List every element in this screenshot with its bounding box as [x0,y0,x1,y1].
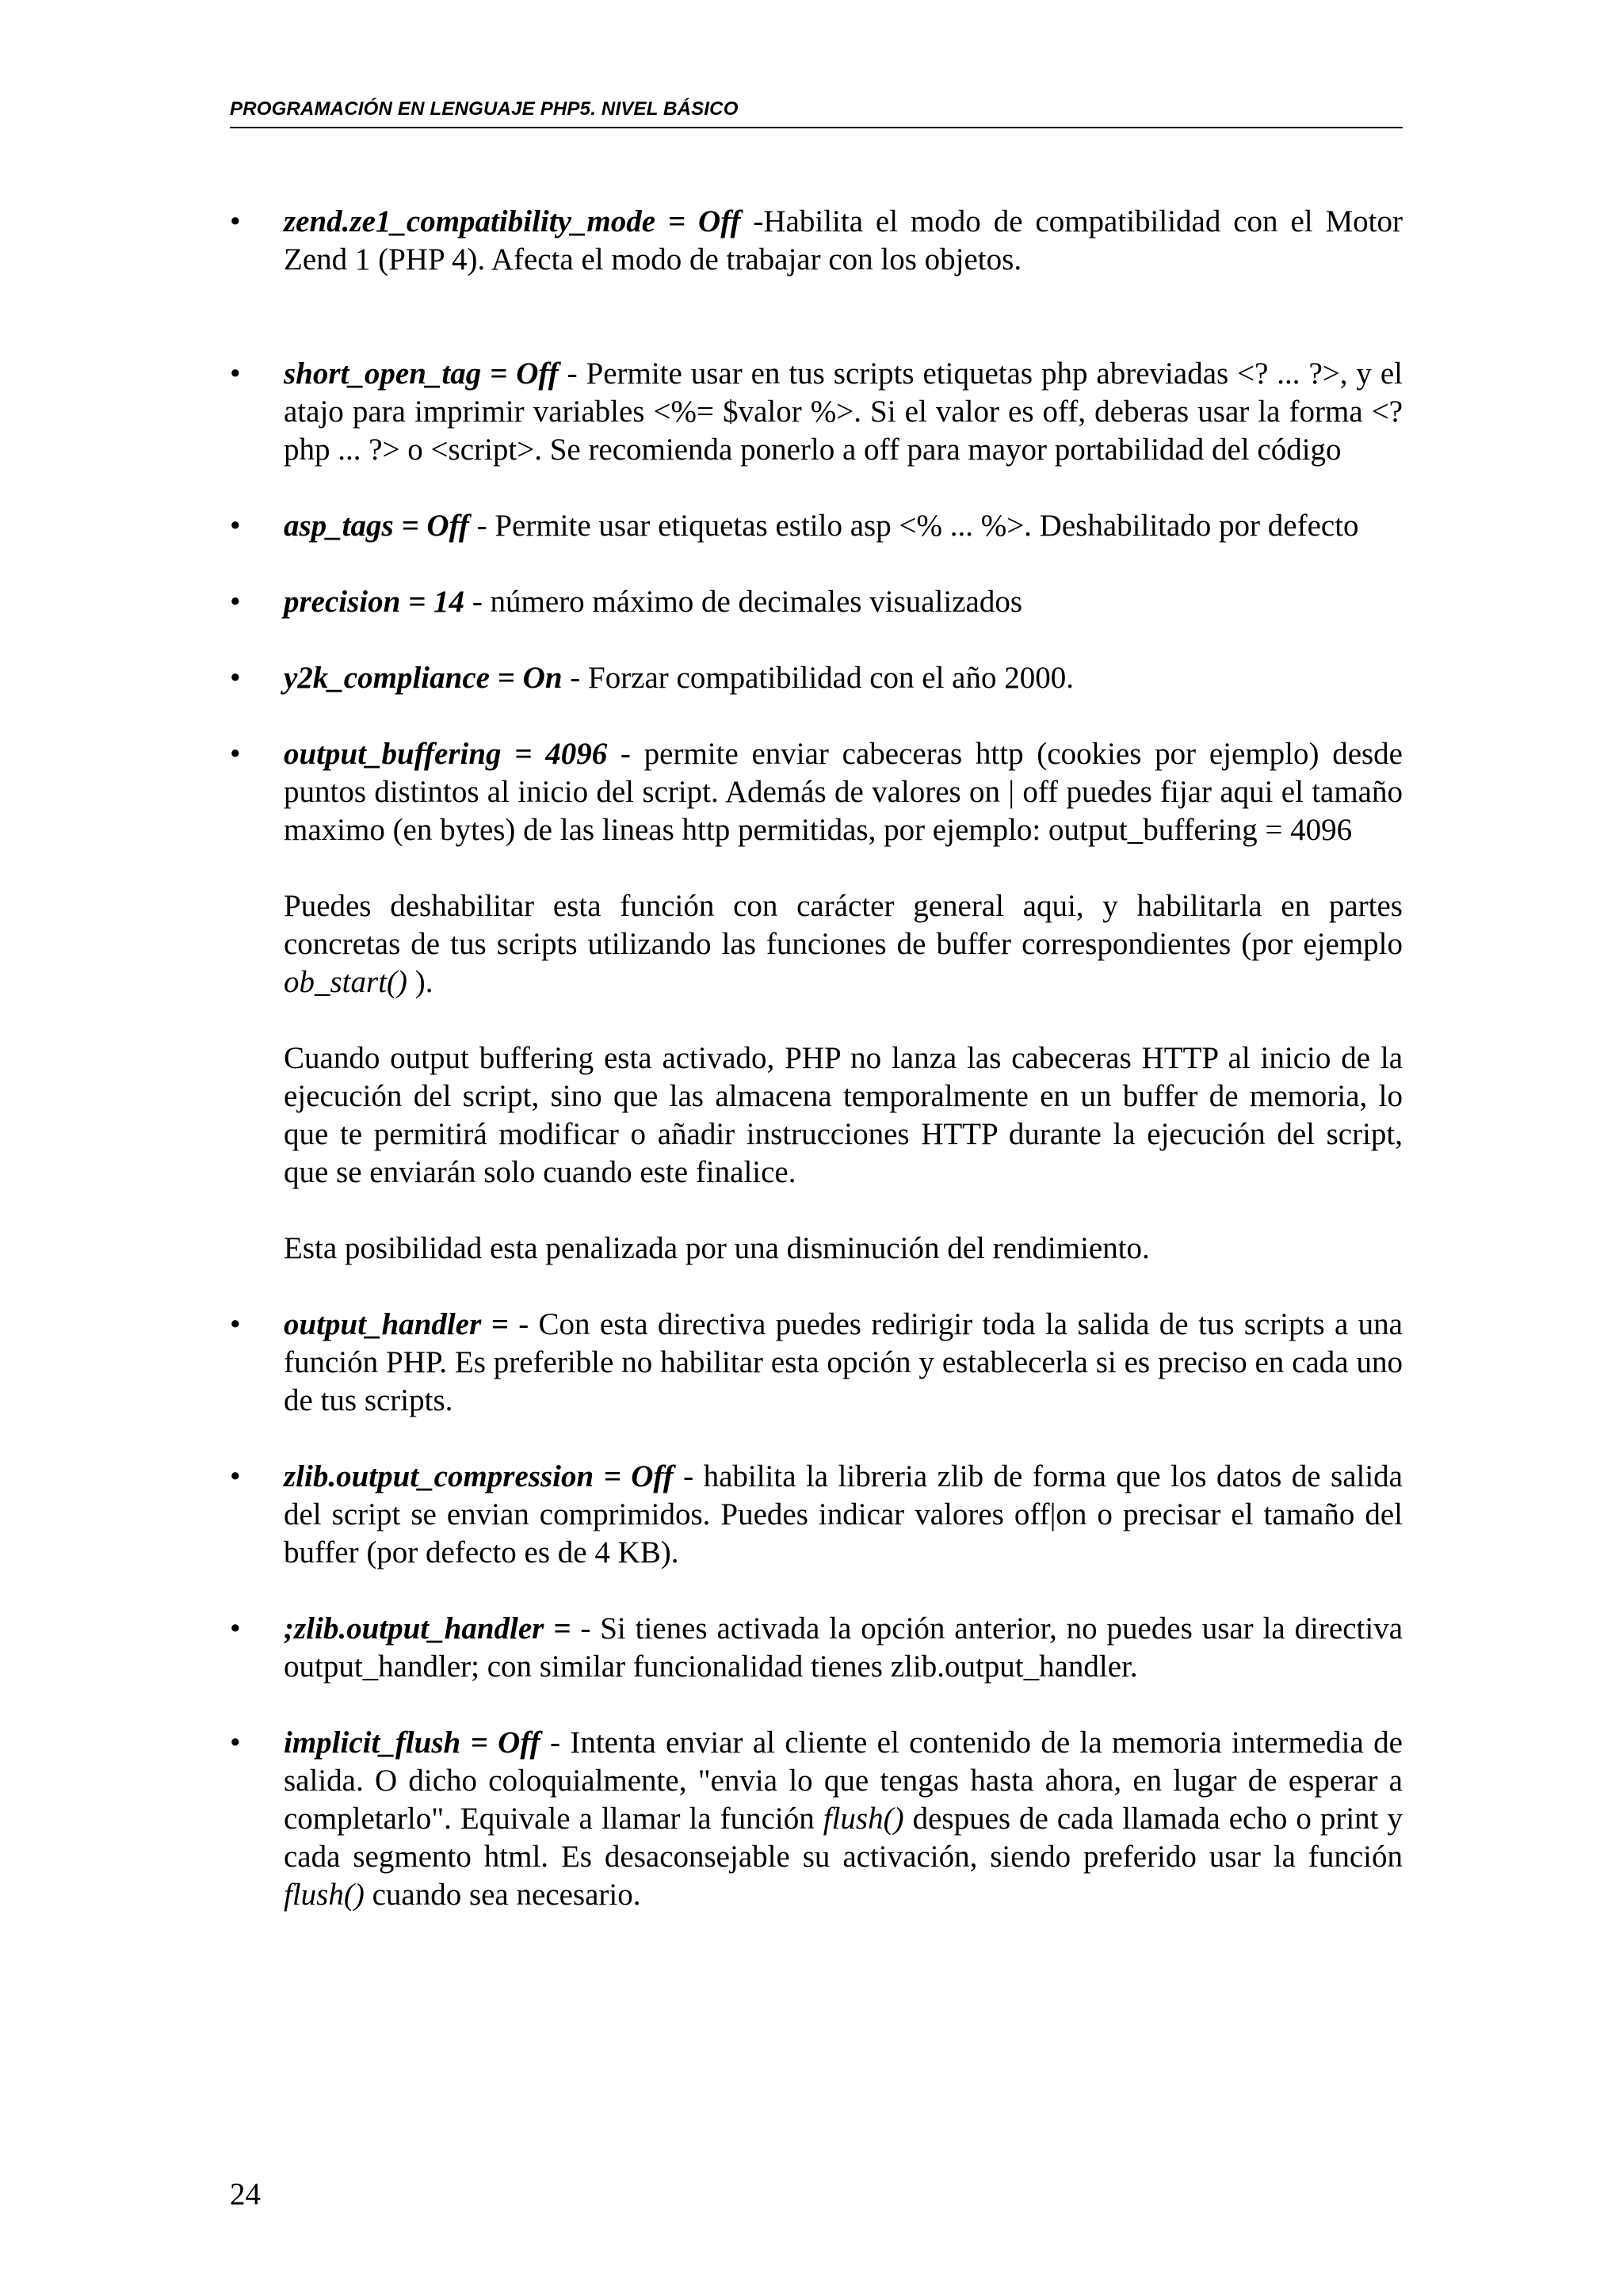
item-paragraph [284,735,1403,849]
item-paragraph [284,203,1403,279]
bullet-icon: • [230,204,241,238]
bullet-icon: • [230,1611,241,1646]
directive-description: - Intenta enviar al cliente el contenido de la memoria intermedia de salida. O dicho coloquialmente, "envia lo que tengas hasta ahora, en lugar de esperar a completarlo". Equivale a llamar la función [284,1726,1403,1836]
directive-name: implicit_flush = Off [284,1726,540,1760]
list-item-precision [230,583,1403,621]
directive-description: -Habilita el modo de compatibilidad con el Motor Zend 1 (PHP 4). Afecta el modo de trabajar con los objetos. [284,204,1403,277]
directive-description: - número máximo de decimales visualizados [464,585,1023,619]
bullet-icon: • [230,1459,241,1493]
page-header-title: PROGRAMACIÓN EN LENGUAJE PHP5. NIVEL BÁSICO [230,98,739,120]
list-item-y2k-compliance [230,659,1403,697]
item-paragraph [284,355,1403,469]
directive-name: y2k_compliance = On [284,661,563,695]
directive-description: despues de cada llamada echo o print y cada segmento html. Es desaconsejable su activación, siendo preferido usar la función [284,1802,1403,1874]
paragraph-text: ). [407,965,433,999]
function-name: flush() [823,1802,904,1836]
directive-name: precision = 14 [284,585,465,619]
paragraph-text: Puedes deshabilitar esta función con carácter general aqui, y habilitarla en partes concretas de tus scripts utilizando las funciones de buffer correspondientes (por ejemplo [284,889,1403,961]
directive-name: output_buffering = 4096 [284,737,608,771]
page-header [230,98,1403,128]
directive-list [230,203,1403,1952]
bullet-icon: • [230,585,241,619]
directive-description: - habilita la libreria zlib de forma que los datos de salida del script se envian comprimidos. Puedes indicar valores off|on o precisar el tamaño del buffer (por defecto es de 4 KB). [284,1459,1403,1569]
bullet-icon: • [230,661,241,695]
directive-name: zend.ze1_compatibility_mode = Off [284,204,741,238]
list-item-zlib-output-compression [230,1458,1403,1572]
directive-description: - Permite usar en tus scripts etiquetas php abreviadas <? ... ?>, y el atajo para imprimir variables <%= $valor %>. Si el valor es off, deberas usar la forma <?php ... ?> o <script>. Se recomienda ponerlo a off para mayor portabilidad del código [284,357,1403,467]
item-paragraph [284,1306,1403,1420]
bullet-icon: • [230,357,241,391]
list-item-zlib-output-handler [230,1610,1403,1686]
directive-name: output_handler = [284,1307,509,1341]
list-item-implicit-flush [230,1724,1403,1914]
directive-name: asp_tags = Off [284,509,469,543]
page-number: 24 [230,2177,261,2211]
list-item-asp-tags [230,507,1403,545]
item-paragraph-4: Esta posibilidad esta penalizada por una disminución del rendimiento. [284,1231,1150,1265]
directive-description: - permite enviar cabeceras http (cookies por ejemplo) desde puntos distintos al inicio del script. Además de valores on | off puedes fijar aqui el tamaño maximo (en bytes) de las lineas http permitidas, por ejemplo: output_buffering = 4096 [284,737,1403,847]
list-item-output-handler [230,1306,1403,1420]
directive-name: ;zlib.output_handler = [284,1611,571,1646]
directive-description: - Forzar compatibilidad con el año 2000. [562,661,1074,695]
bullet-icon: • [230,509,241,543]
list-item-zend-compat [230,203,1403,279]
directive-name: zlib.output_compression = Off [284,1459,674,1493]
list-item-output-buffering [230,735,1403,1268]
item-paragraph [284,659,1403,697]
item-paragraph-3: Cuando output buffering esta activado, PHP no lanza las cabeceras HTTP al inicio de la ejecución del script, sino que las almacena temporalmente en un buffer de memoria, lo que te permitirá modificar o añadir instrucciones HTTP durante la ejecución del script, que se enviarán solo cuando este finalice. [284,1041,1403,1189]
item-paragraph [284,1610,1403,1686]
list-item-short-open-tag [230,355,1403,469]
item-paragraph [284,583,1403,621]
item-paragraph-2 [284,887,1403,1001]
function-name: flush() [284,1878,365,1912]
bullet-icon: • [230,1307,241,1341]
item-paragraph [284,1724,1403,1914]
directive-description: - Si tienes activada la opción anterior, no puedes usar la directiva output_handler; con similar funcionalidad tienes zlib.output_handler. [284,1611,1403,1684]
bullet-icon: • [230,737,241,771]
bullet-icon: • [230,1726,241,1760]
directive-name: short_open_tag = Off [284,357,559,391]
function-name: ob_start() [284,965,407,999]
item-paragraph [284,507,1403,545]
directive-description: - Permite usar etiquetas estilo asp <% ... %>. Deshabilitado por defecto [468,509,1359,543]
item-paragraph [284,1458,1403,1572]
directive-description: cuando sea necesario. [364,1878,641,1912]
directive-description: - Con esta directiva puedes redirigir toda la salida de tus scripts a una función PHP. Es preferible no habilitar esta opción y establecerla si es preciso en cada uno de tus scripts. [284,1307,1403,1417]
